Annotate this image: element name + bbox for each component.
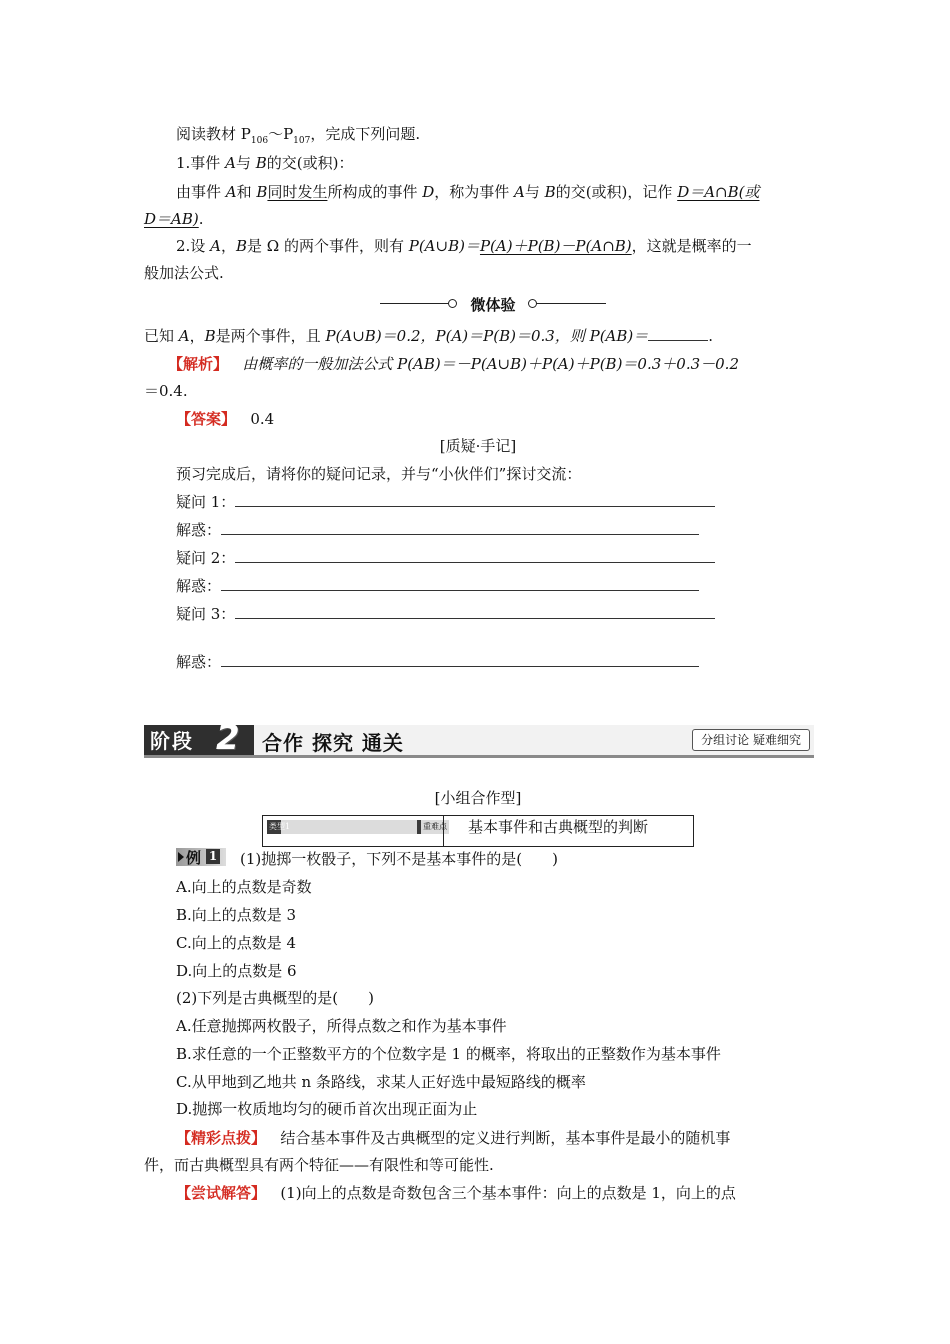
note-label: 疑问 1： [176, 493, 236, 511]
var-b: B [544, 183, 556, 201]
definition-2 [176, 236, 844, 256]
analysis-tag: 【解析】 [168, 355, 229, 373]
text: 所构成的事件 [327, 183, 423, 201]
note-label: 解惑： [176, 577, 222, 595]
hint-text: 结合基本事件及古典概型的定义进行判断，基本事件是最小的随机事 [280, 1129, 731, 1147]
section-divider-weitiyan [380, 294, 606, 314]
option-line [176, 933, 844, 953]
hint-text: 件，而古典概型具有两个特征——有限性和等可能性. [144, 1156, 494, 1174]
text: 已知 [144, 327, 179, 345]
text: ，这就是概率的一 [631, 237, 752, 255]
text: 的交(或积)，记作 [555, 183, 678, 201]
note-row-answer-3 [176, 652, 844, 672]
stage-title: 合作 探究 通关 [262, 731, 404, 755]
text: . [198, 210, 204, 228]
note-input-line[interactable] [235, 548, 715, 563]
type-label: 类型1 [269, 822, 291, 831]
definition-1-body [176, 182, 844, 202]
example-q2 [176, 988, 844, 1008]
type-heading-box [262, 815, 694, 847]
note-row-answer-1 [176, 520, 844, 540]
note-label: 解惑： [176, 653, 222, 671]
group-title-text: [小组合作型] [434, 789, 522, 807]
stage-tag-text: 阶段 [150, 729, 194, 753]
divider-line-right [536, 303, 606, 304]
try-tag: 【尝试解答】 [176, 1184, 267, 1202]
intro-text: ～P [268, 125, 294, 143]
option-text: D.抛掷一枚质地均匀的硬币首次出现正面为止 [176, 1100, 478, 1118]
type-level-label: 重难点 [417, 820, 447, 834]
text: 2.设 [176, 237, 211, 255]
note-label: 疑问 2： [176, 549, 236, 567]
note-input-line[interactable] [235, 604, 715, 619]
option-line [176, 1072, 844, 1092]
underlined-answer: 同时发生 [267, 183, 328, 201]
note-input-line[interactable] [221, 576, 699, 591]
definition-1-heading [176, 153, 844, 173]
analysis-text: ＝0.4. [144, 382, 188, 400]
var-b: B [255, 154, 267, 172]
text: 是两个事件，且 [215, 327, 326, 345]
option-text: D.向上的点数是 6 [176, 962, 297, 980]
intro-text: ，完成下列问题. [310, 125, 421, 143]
page-sub-start: 106 [250, 136, 269, 146]
var-b: B [256, 183, 268, 201]
answer-blank [648, 326, 708, 341]
stage-banner [144, 718, 814, 758]
note-row-question-1 [176, 492, 844, 512]
text: 1.事件 [176, 154, 226, 172]
underlined-answer: D＝AB) [144, 210, 199, 228]
option-text: B.向上的点数是 3 [176, 906, 297, 924]
hint-line-2 [144, 1155, 812, 1175]
definition-2-cont [144, 263, 812, 283]
hint-tag: 【精彩点拨】 [176, 1129, 267, 1147]
note-label: 解惑： [176, 521, 222, 539]
text: . [708, 327, 714, 345]
notes-title [144, 436, 812, 456]
var-a: A [210, 237, 221, 255]
example-label: 例 [186, 849, 202, 867]
note-input-line[interactable] [221, 520, 699, 535]
stage-number: 2 [216, 718, 240, 758]
var-b: B [235, 237, 247, 255]
text: 与 [524, 183, 545, 201]
analysis-line [168, 354, 836, 374]
var-a: A [514, 183, 525, 201]
group-title [144, 788, 812, 808]
note-input-line[interactable] [221, 652, 699, 667]
try-text: (1)向上的点数是奇数包含三个基本事件：向上的点数是 1，向上的点 [280, 1184, 736, 1202]
note-label: 疑问 3： [176, 605, 236, 623]
triangle-icon [178, 852, 184, 862]
notes-title-text: [质疑·手记] [439, 437, 517, 455]
option-line [176, 1044, 844, 1064]
note-row-answer-2 [176, 576, 844, 596]
option-text: C.向上的点数是 4 [176, 934, 297, 952]
example-number: 1 [206, 849, 220, 864]
divider-line-left [380, 303, 450, 304]
option-line [176, 1099, 844, 1119]
analysis-line-2 [144, 381, 812, 401]
answer-tag: 【答案】 [176, 410, 237, 428]
option-text: A.任意抛掷两枚骰子，所得点数之和作为基本事件 [176, 1017, 507, 1035]
text: ， [220, 237, 236, 255]
page-sub-end: 107 [293, 136, 311, 146]
note-row-question-3 [176, 604, 844, 624]
type-title: 基本事件和古典概型的判断 [443, 816, 693, 846]
text: ，称为事件 [434, 183, 515, 201]
analysis-text: 由概率的一般加法公式 P(AB)＝－P(A∪B)＋P(A)＋P(B)＝0.3＋0.3－0.2 [242, 355, 739, 373]
definition-1-body-cont [144, 209, 812, 229]
stage-subtitle-box: 分组讨论 疑难细究 [692, 729, 810, 751]
var-b: B [204, 327, 216, 345]
var-d: D [422, 183, 435, 201]
option-line [176, 1016, 844, 1036]
notes-prompt [176, 464, 844, 484]
text: 与 [235, 154, 256, 172]
text: ， [189, 327, 205, 345]
note-row-question-2 [176, 548, 844, 568]
question-text: (2)下列是古典概型的是( ) [176, 989, 374, 1007]
answer-line [176, 409, 844, 429]
formula: P(A∪B)＝ [408, 237, 480, 255]
question-text: (1)抛掷一枚骰子，下列不是基本事件的是( ) [240, 850, 558, 868]
underlined-answer: D＝A∩B(或 [677, 183, 760, 201]
text: 般加法公式. [144, 264, 224, 282]
var-a: A [225, 183, 237, 201]
divider-label: 微体验 [470, 296, 516, 314]
example-badge [176, 848, 226, 866]
option-text: C.从甲地到乙地共 n 条路线，求某人正好选中最短路线的概率 [176, 1073, 586, 1091]
text: 由事件 [176, 183, 226, 201]
exercise-question [144, 326, 812, 346]
text: 的交(或积)： [266, 154, 354, 172]
note-input-line[interactable] [235, 492, 715, 507]
formula: P(A∪B)＝0.2，P(A)＝P(B)＝0.3，则 P(AB)＝ [325, 327, 649, 345]
intro-text: 阅读教材 P [176, 125, 251, 143]
text: 和 [236, 183, 257, 201]
var-a: A [225, 154, 236, 172]
option-text: B.求任意的一个正整数平方的个位数字是 1 的概率，将取出的正整数作为基本事件 [176, 1045, 721, 1063]
option-line [176, 877, 844, 897]
option-line [176, 905, 844, 925]
notes-prompt-text: 预习完成后，请将你的疑问记录，并与“小伙伴们”探讨交流： [176, 465, 582, 483]
underlined-answer: P(A)＋P(B)－P(A∩B) [479, 237, 632, 255]
option-text: A.向上的点数是奇数 [176, 878, 312, 896]
text: 是 Ω 的两个事件，则有 [246, 237, 409, 255]
example-q1 [240, 849, 908, 869]
intro-line [176, 124, 844, 151]
try-line [176, 1183, 844, 1203]
answer-value: 0.4 [250, 410, 275, 428]
option-line [176, 961, 844, 981]
var-a: A [178, 327, 190, 345]
type-label-strip [267, 820, 449, 834]
hint-line [176, 1128, 844, 1148]
